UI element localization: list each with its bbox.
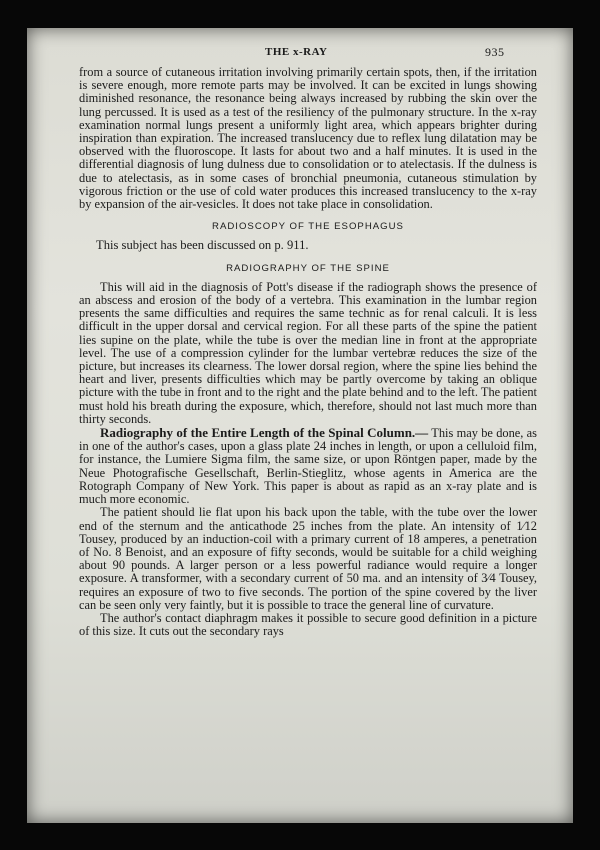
paragraph-patient-position: The patient should lie flat upon his back upon the table, with the tube over the lower end of the sternum and the anticathode 25 inches from the plate. An intensity of 1⁄12 Tousey, produced by an induction-coil with a primary current of 18 amperes, a penetration of No. 8 Benoist, and an exposure of fifty seconds, would be suitable for a child weighing about 90 pounds. A larger person or a less powerful radiance would require a longer exposure. A transformer, with a secondary current of 50 ma. and an intensity of 3⁄4 Tousey, requires an exposure of two to five seconds. The portion of the spine covered by the liver can be seen only very faintly, but it is possible to trace the general line of curvature. [79, 505, 537, 612]
page-number: 935 [485, 45, 505, 59]
section-heading-esophagus: RADIOSCOPY OF THE ESOPHAGUS [212, 221, 404, 233]
page-header [27, 46, 573, 62]
paragraph-spinal-column-text: This may be done, as in one of the author's cases, upon a glass plate 24 inches in length, or upon a celluloid film, for instance, the Lumiere Sigma film, the same size, or upon Röntgen paper, made by the Neue Photografische Gesellschaft, Berlin-Stieglitz, whose agents in America are the Rotograph Company of New York. This paper is about as rapid as an x-ray plate and is much more economic. [79, 426, 537, 507]
paragraph-lung-translucency: from a source of cutaneous irritation involving primarily certain spots, then, if the irritation is severe enough, more remote parts may be involved. It can be excited in lungs showing diminished resonance, the resonance being always increased by rubbing the skin over the lung percussed. It is used as a test of the resiliency of the pulmonary structure. In the x-ray examination normal lungs present a uniformly light area, which appears brighter during inspiration than expiration. The increased translucency due to reflex lung dilatation may be observed with the fluoroscope. It lasts for about two and a half minutes. It is used in the differential diagnosis of lung dulness due to consolidation or to atelectasis. If the dulness is due to atelectasis, as in some cases of bronchial pneumonia, cutaneous stimulation by vigorous friction or the use of cold water produces this increased translucency to the x-ray by expansion of the air-vesicles. It does not take place in consolidation. [79, 65, 537, 212]
paragraph-spine-diagnosis: This will aid in the diagnosis of Pott's disease if the radiograph shows the presence of an abscess and erosion of the body of a vertebra. This examination in the lumbar region presents the same difficulties and requires the same technic as for renal calculi. It is less difficult in the upper dorsal and cervical region. For all these parts of the spine the patient lies supine on the plate, while the tube is over the median line in front at the appropriate level. The use of a compression cylinder for the lumbar vertebræ reduces the size of the picture, but increases its clearness. The lower dorsal region, where the spine lies behind the heart and liver, presents difficulties which may be partly overcome by taking an oblique picture with the tube in front and to the right and the plate behind and to the left. The patient must hold his breath during the exposure, which, therefore, should not last much more than thirty seconds. [79, 279, 537, 426]
book-page [27, 28, 573, 823]
section-heading-spine: RADIOGRAPHY OF THE SPINE [226, 262, 390, 274]
run-in-heading: Radiography of the Entire Length of the Spinal Column.— [100, 425, 429, 441]
page-body [79, 66, 537, 638]
paragraph-contact-diaphragm: The author's contact diaphragm makes it possible to secure good definition in a picture of this size. It cuts out the secondary rays [79, 610, 537, 639]
paragraph-spinal-column [79, 426, 537, 506]
paragraph-esophagus-reference: This subject has been discussed on p. 911. [96, 238, 309, 253]
running-head: THE x-RAY [265, 46, 328, 58]
